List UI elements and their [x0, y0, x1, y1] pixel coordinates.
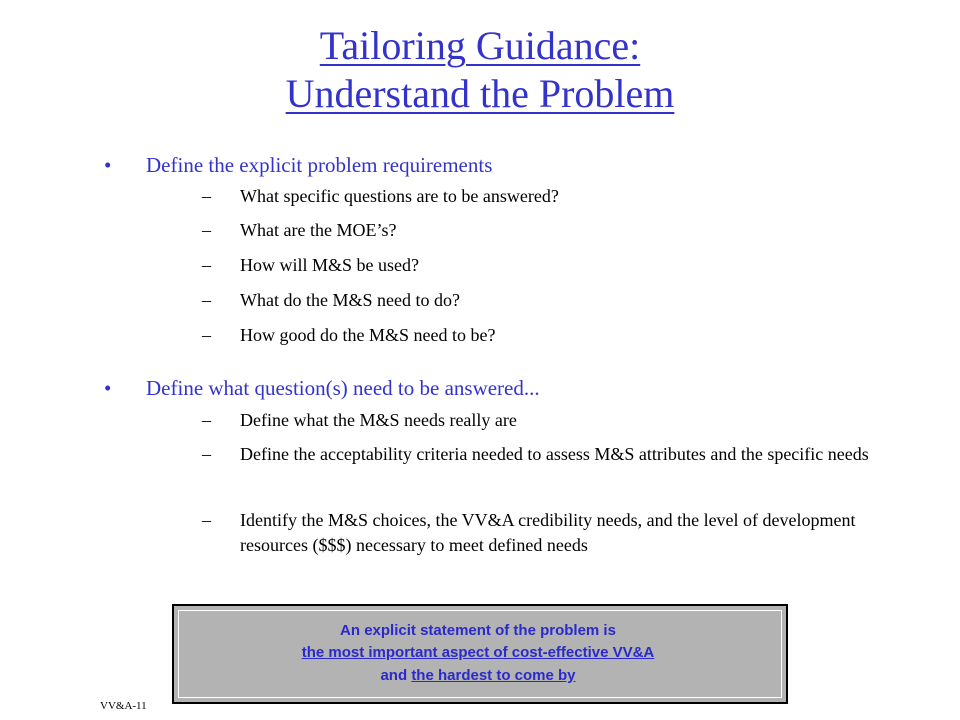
sub-item-text: How good do the M&S need to be? [240, 325, 496, 345]
title-line-2: Understand the Problem [285, 71, 675, 116]
sub-item-text: Identify the M&S choices, the VV&A credibility needs, and the level of development resources ($$$) necessary to meet defined needs [240, 510, 856, 555]
dash-marker: – [202, 290, 211, 310]
sub-item-text: Define what the M&S needs really are [240, 410, 517, 430]
callout-box [172, 604, 788, 704]
dash-marker: – [202, 220, 211, 240]
callout-line-2 [174, 642, 782, 664]
bullet-2-text: Define what question(s) need to be answered... [146, 376, 540, 400]
sub-item-text: What do the M&S need to do? [240, 290, 460, 310]
dash-marker: – [202, 325, 211, 345]
title-line-1: Tailoring Guidance: [319, 23, 641, 68]
callout-line-3-prefix: and [380, 667, 412, 684]
bullet-1-text: Define the explicit problem requirements [146, 153, 493, 177]
dash-marker: – [202, 410, 211, 430]
dash-marker: – [202, 444, 211, 464]
dash-marker: – [202, 255, 211, 275]
dash-marker: – [202, 186, 211, 206]
callout-line-3 [174, 665, 782, 687]
slide-title [0, 22, 960, 118]
callout-line-1: An explicit statement of the problem is [340, 622, 616, 639]
bullet-marker: • [104, 153, 112, 177]
sub-item-text: What are the MOE’s? [240, 220, 397, 240]
sub-item-text: How will M&S be used? [240, 255, 419, 275]
callout-link-hardest[interactable]: the hardest to come by [411, 667, 576, 684]
dash-marker: – [202, 510, 211, 530]
sub-item-text: Define the acceptability criteria needed to assess M&S attributes and the specific needs [240, 444, 869, 464]
callout-link-cost-effective[interactable]: the most important aspect of cost-effective VV&A [301, 644, 655, 661]
bullet-marker: • [104, 376, 112, 400]
slide-footer-id: VV&A-11 [100, 700, 147, 712]
sub-item-text: What specific questions are to be answered? [240, 186, 559, 206]
